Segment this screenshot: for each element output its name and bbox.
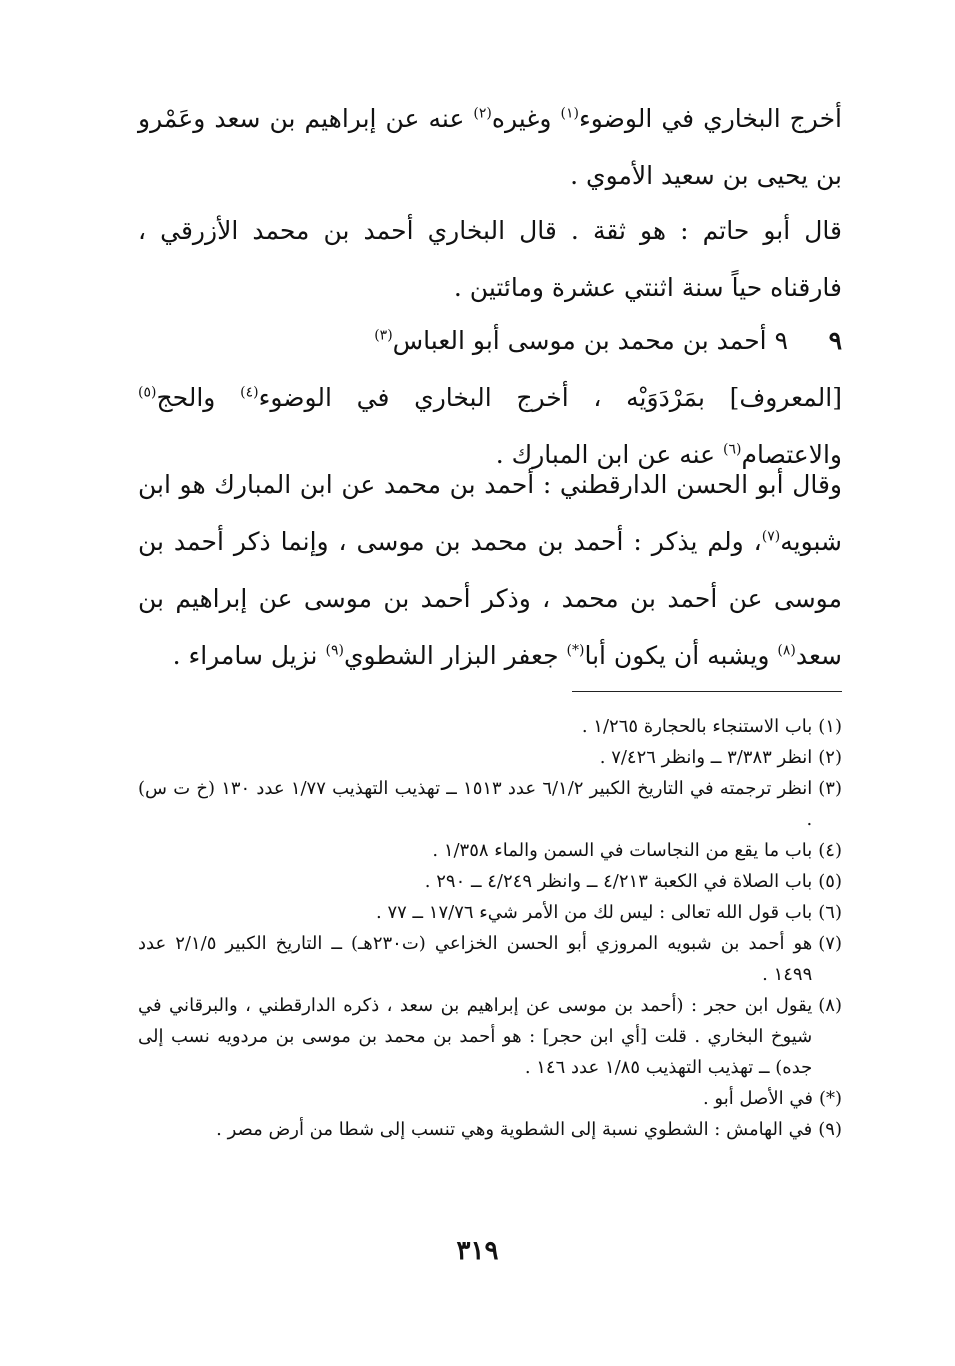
text-segment: عنه عن إبراهيم بن سعد وعَمْرو بن يحيى بن سعيد الأموي . <box>138 104 842 190</box>
footnote-label: (١) <box>818 716 842 737</box>
page-number: ٣١٩ <box>456 1236 499 1266</box>
footnote-label: (٦) <box>818 902 842 923</box>
text-segment: ويشبه أن يكون أبا <box>584 641 778 670</box>
footnote-ref: (٧) <box>761 528 781 545</box>
footnote-text: باب ما يقع من النجاسات في السمن والماء ١/٣٥٨ . <box>432 840 813 861</box>
footnote-label: (٤) <box>818 840 842 861</box>
footnote-item <box>138 835 842 866</box>
footnote-text: باب الصلاة في الكعبة ٤/٢١٣ ــ وانظر ٤/٢٤٩ ــ ٢٩٠ . <box>424 871 813 892</box>
footnote-label: (٨) <box>818 995 842 1016</box>
footnote-ref: (١) <box>560 105 579 122</box>
footnote-item <box>138 897 842 928</box>
footnote-ref: (٥) <box>138 384 157 401</box>
footnote-label: (٧) <box>818 933 842 954</box>
text-segment: ، ولم يذكر : أحمد بن محمد بن موسى ، وإنما ذكر أحمد بن موسى عن أحمد بن محمد ، وذكر أحمد بن موسى عن إبراهيم بن سعد <box>138 527 842 670</box>
footnote-item <box>138 990 842 1083</box>
footnote-ref: (٦) <box>723 441 742 458</box>
footnote-label: (٥) <box>818 871 842 892</box>
paragraph-1 <box>138 90 842 204</box>
footnote-item <box>138 1083 842 1114</box>
text-segment: أخرج البخاري في الوضوء <box>578 104 843 133</box>
text-segment: وقال أبو الحسن الدارقطني : أحمد بن محمد عن ابن المبارك هو ابن شبويه <box>138 470 842 556</box>
footnote-label: (*) <box>818 1088 842 1109</box>
footnote-item <box>138 773 842 835</box>
entry-heading-text <box>374 312 788 369</box>
footnote-item <box>138 742 842 773</box>
footnote-item <box>138 928 842 990</box>
footnote-item <box>138 711 842 742</box>
footnote-ref: (*) <box>566 642 585 659</box>
footnote-item <box>138 866 842 897</box>
footnotes <box>138 711 842 1145</box>
footnote-label: (٩) <box>818 1119 842 1140</box>
footnote-text: في الأصل أبو . <box>702 1088 813 1109</box>
footnote-text: انظر ٣/٣٨٣ ــ وانظر ٧/٤٢٦ . <box>599 747 813 768</box>
footnote-ref: (٣) <box>374 327 393 344</box>
footnote-ref: (٢) <box>473 105 492 122</box>
footnote-text: يقول ابن حجر : (أحمد بن موسى عن إبراهيم بن سعد ، ذكره الدارقطني ، والبرقاني في شيوخ البخاري . قلت [أي ابن حجر] : هو أحمد بن محمد بن موسى بن مردويه نسب إلى جده) ــ تهذيب التهذيب ١/٨٥ عدد ١٤٦ . <box>138 995 813 1078</box>
text-segment: عنه عن ابن المبارك . <box>495 440 724 469</box>
text-segment: وغيره <box>491 104 561 133</box>
text-segment: والحج <box>156 383 241 412</box>
footnote-ref: (٨) <box>777 642 796 659</box>
text-segment: [المعروف] بمَرْدَوَيْه ، أخرج البخاري في الوضوء <box>258 383 843 412</box>
text-segment: والاعتصام <box>741 440 842 469</box>
footnote-text: انظر ترجمته في التاريخ الكبير ٦/١/٢ عدد ١٥١٣ ــ تهذيب التهذيب ١/٧٧ عدد ١٣٠ (خ ت س) . <box>138 778 813 830</box>
entry-heading <box>138 312 842 369</box>
footnote-text: في الهامش : الشطوي نسبة إلى الشطوية وهي تنسب إلى شطا من أرض مصر . <box>216 1119 813 1140</box>
footnote-label: (٢) <box>818 747 842 768</box>
text-segment: نزيل سامراء . <box>172 641 326 670</box>
entry-number: ٩ <box>828 326 842 355</box>
paragraph-3 <box>138 456 842 684</box>
entry-heading-label: ٩ أحمد بن محمد بن موسى أبو العباس <box>392 326 788 355</box>
footnote-text: باب قول الله تعالى : ليس لك من الأمر شيء ١٧/٧٦ ــ ٧٧ . <box>376 902 813 923</box>
footnote-ref: (٩) <box>325 642 344 659</box>
footnote-text: باب الاستنجاء بالحجارة ١/٢٦٥ . <box>581 716 813 737</box>
footnote-divider <box>572 691 842 692</box>
footnote-label: (٣) <box>818 778 842 799</box>
paragraph-2-text: قال أبو حاتم : هو ثقة . قال البخاري أحمد بن محمد الأزرقي ، فارقناه حياً سنة اثنتي عشرة ومائتين . <box>138 216 842 302</box>
paragraph-2 <box>138 202 842 316</box>
footnote-item <box>138 1114 842 1145</box>
footnote-text: هو أحمد بن شبويه المروزي أبو الحسن الخزاعي (ت٢٣٠هـ) ــ التاريخ الكبير ٢/١/٥ عدد ١٤٩٩ . <box>138 933 813 985</box>
footnote-ref: (٤) <box>240 384 259 401</box>
text-segment: جعفر البزار الشطوي <box>343 641 567 670</box>
